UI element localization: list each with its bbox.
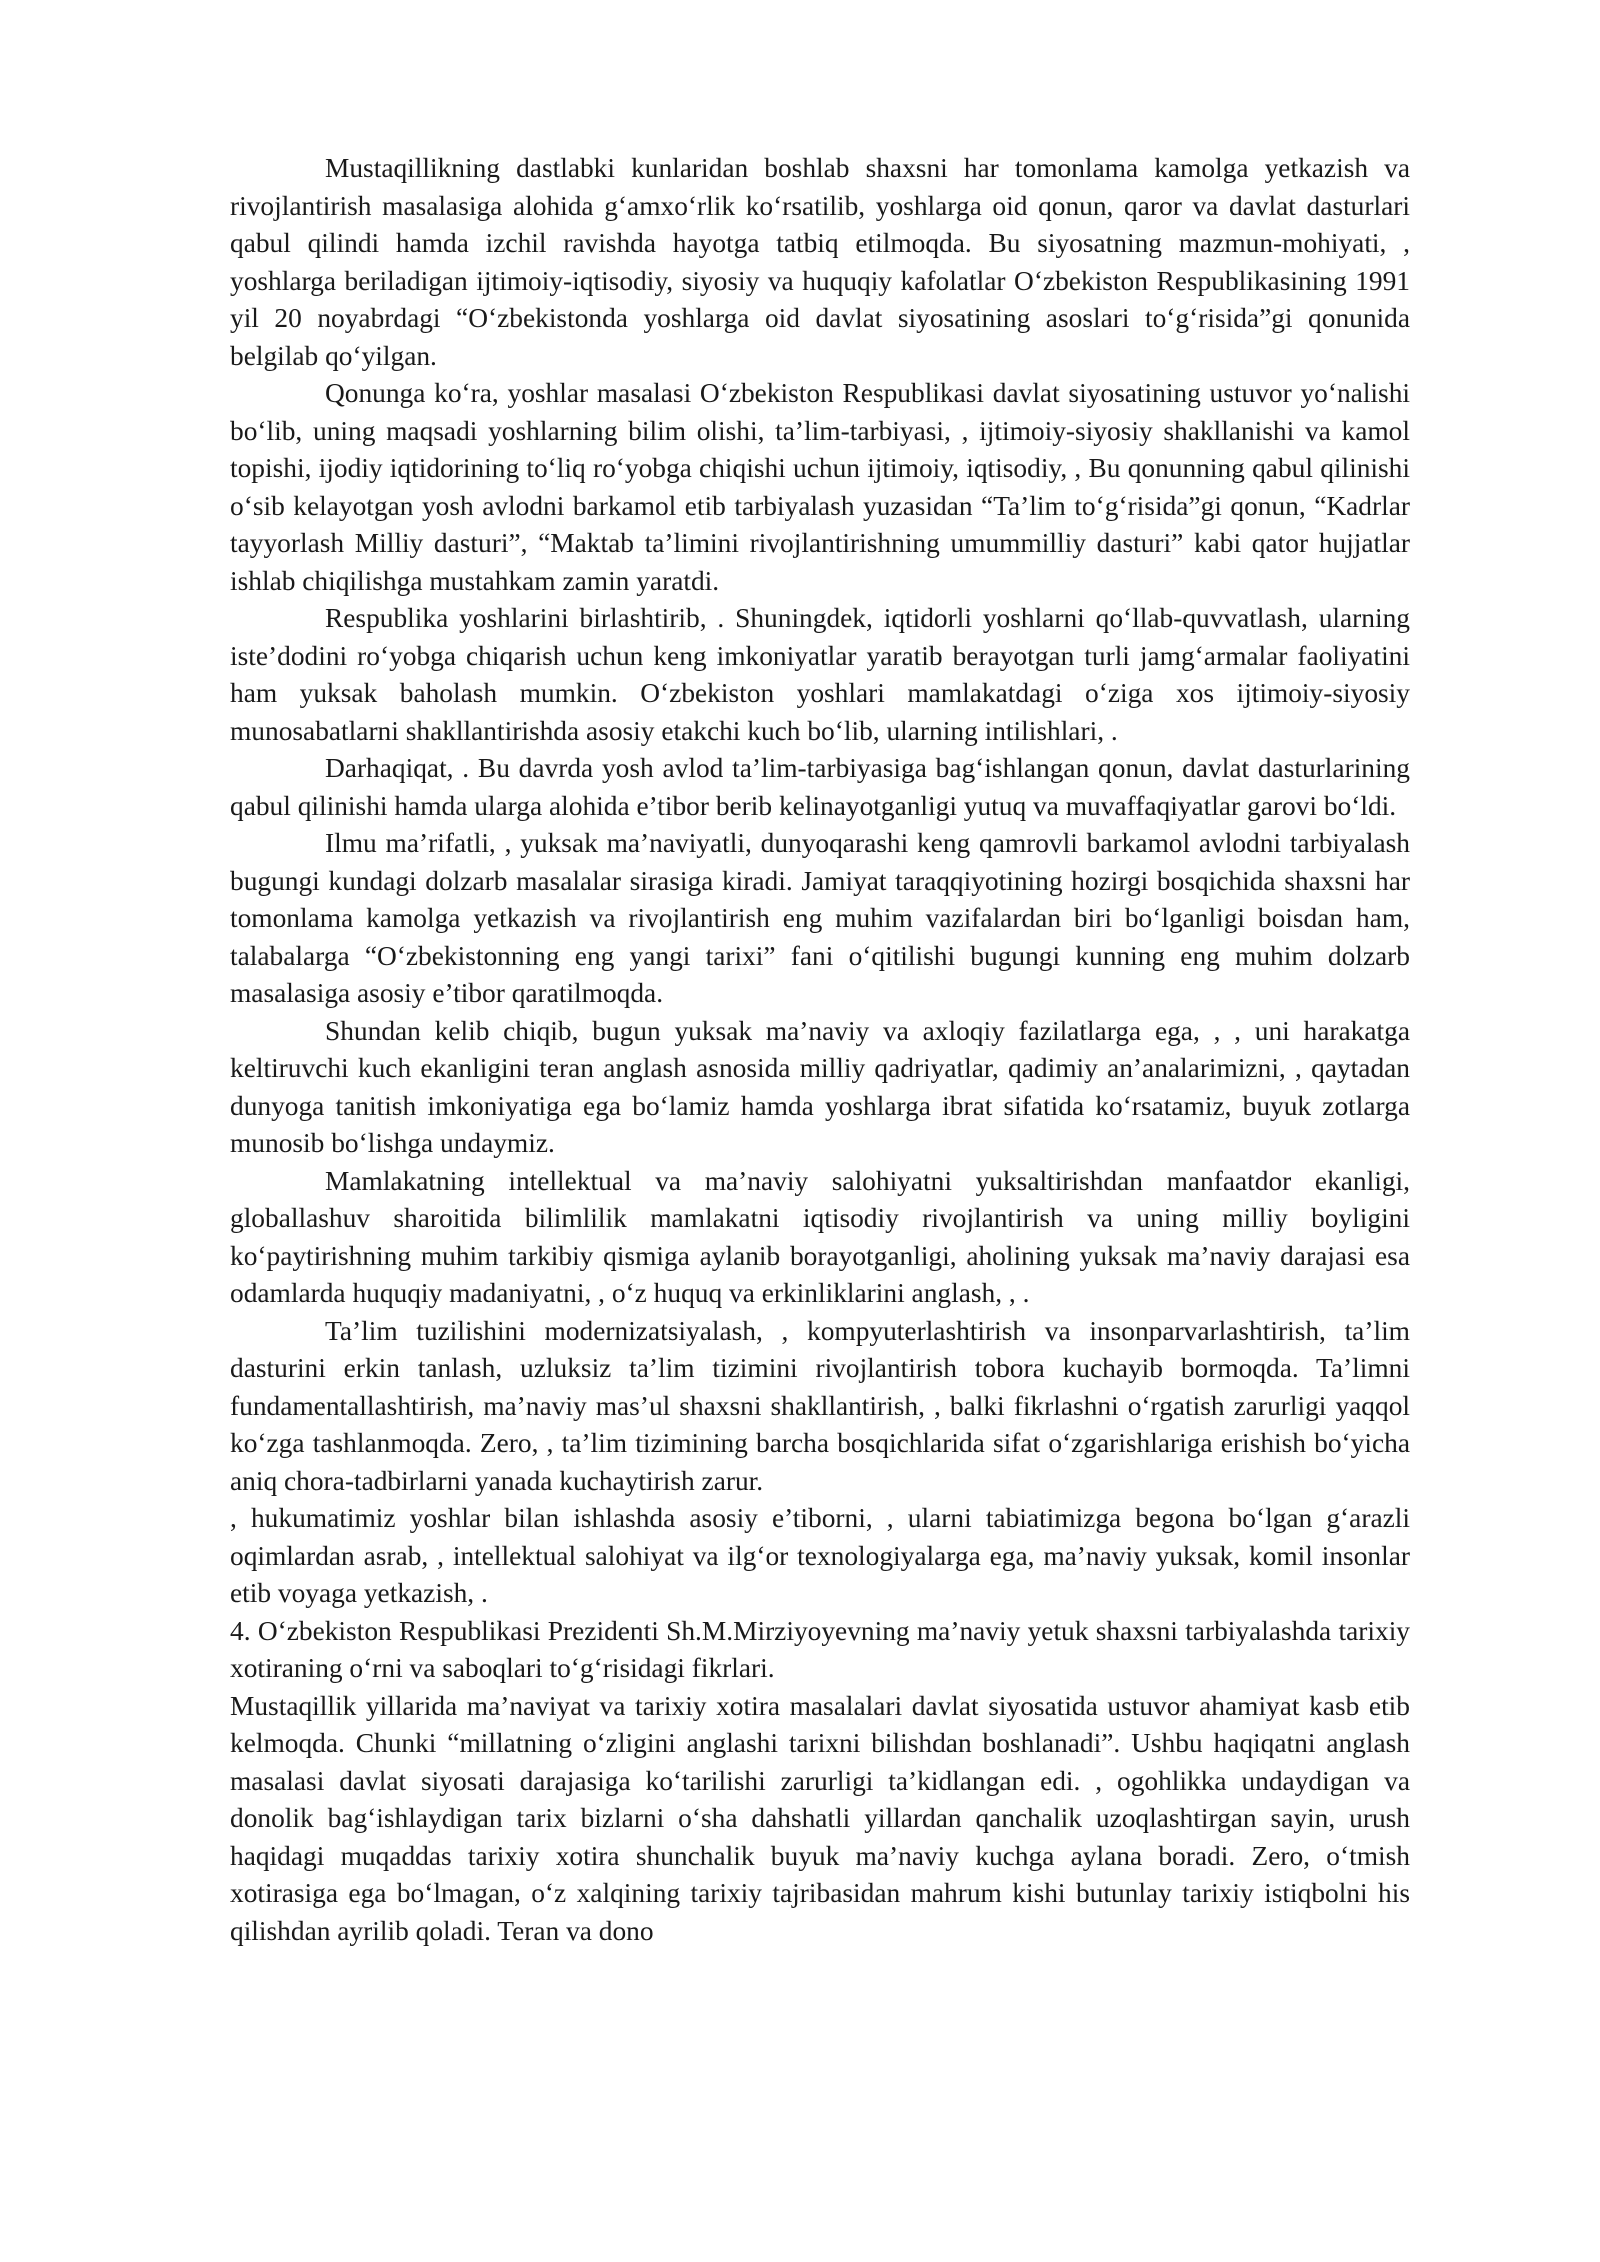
paragraph: Shundan kelib chiqib, bugun yuksak ma’naviy va axloqiy fazilatlarga ega, , , uni harakatga keltiruvchi kuch ekanligini teran anglash asnosida milliy qadriyatlar, qadimiy an’analarimizni, , qaytadan dunyoga tanitish imkoniyatiga ega bo‘lamiz hamda yoshlarga ibrat sifatida ko‘rsatamiz, buyuk zotlarga munosib bo‘lishga undaymiz. bbox=[230, 1015, 1410, 1158]
paragraph: Mustaqillikning dastlabki kunlaridan boshlab shaxsni har tomonlama kamolga yetkazish va rivojlantirish masalasiga alohida g‘amxo‘rlik ko‘rsatilib, yoshlarga oid qonun, qaror va davlat dasturlari qabul qilindi hamda izchil ravishda hayotga tatbiq etilmoqda. Bu siyosatning mazmun-mohiyati, , yoshlarga beriladigan ijtimoiy-iqtisodiy, siyosiy va huquqiy kafolatlar O‘zbekiston Respublikasining 1991 yil 20 noyabrdagi “O‘zbekistonda yoshlarga oid davlat siyosatining asoslari to‘g‘risida”gi qonunida belgilab qo‘yilgan. bbox=[230, 153, 1410, 371]
paragraph: Mustaqillik yillarida ma’naviyat va tarixiy xotira masalalari davlat siyosatida ustuvor ahamiyat kasb etib kelmoqda. Chunki “millatning o‘zligini anglashi tarixni bilishdan boshlanadi”. Ushbu haqiqatni anglash masalasi davlat siyosati darajasiga ko‘tarilishi zarurligi ta’kidlangan edi. , ogohlikka undaydigan va donolik bag‘ishlaydigan tarix bizlarni o‘sha dahshatli yillardan qanchalik uzoqlashtirgan sayin, urush haqidagi muqaddas tarixiy xotira shunchalik buyuk ma’naviy kuchga aylana boradi. Zero, o‘tmish xotirasiga ega bo‘lmagan, o‘z xalqining tarixiy tajribasidan mahrum kishi butunlay tarixiy istiqbolni his qilishdan ayrilib qoladi. Teran va dono bbox=[230, 1690, 1410, 1946]
section-heading: 4. O‘zbekiston Respublikasi Prezidenti Sh.M.Mirziyoyevning ma’naviy yetuk shaxsni tarbiyalashda tarixiy xotiraning o‘rni va saboqlari to‘g‘risidagi fikrlari. bbox=[230, 1615, 1410, 1683]
paragraph: Mamlakatning intellektual va ma’naviy salohiyatni yuksaltirishdan manfaatdor ekanligi, globallashuv sharoitida bilimlilik mamlakatni iqtisodiy rivojlantirish va uning milliy boyligini ko‘paytirishning muhim tarkibiy qismiga aylanib borayotganligi, aholining yuksak ma’naviy darajasi esa odamlarda huquqiy madaniyatni, , o‘z huquq va erkinliklarini anglash, , . bbox=[230, 1165, 1410, 1308]
paragraph: Ilmu ma’rifatli, , yuksak ma’naviyatli, dunyoqarashi keng qamrovli barkamol avlodni tarbiyalash bugungi kundagi dolzarb masalalar sirasiga kiradi. Jamiyat taraqqiyotining hozirgi bosqichida shaxsni har tomonlama kamolga yetkazish va rivojlantirish eng muhim vazifalardan biri bo‘lganligi boisdan ham, talabalarga “O‘zbekistonning eng yangi tarixi” fani o‘qitilishi bugungi kunning eng muhim dolzarb masalasiga asosiy e’tibor qaratilmoqda. bbox=[230, 828, 1410, 1008]
paragraph: , hukumatimiz yoshlar bilan ishlashda asosiy e’tiborni, , ularni tabiatimizga begona bo‘lgan g‘arazli oqimlardan asrab, , intellektual salohiyat va ilg‘or texnologiyalarga ega, ma’naviy yuksak, komil insonlar etib voyaga yetkazish, . bbox=[230, 1503, 1410, 1608]
document-page bbox=[230, 150, 1410, 1950]
paragraph: Qonunga ko‘ra, yoshlar masalasi O‘zbekiston Respublikasi davlat siyosatining ustuvor yo‘nalishi bo‘lib, uning maqsadi yoshlarning bilim olishi, ta’lim-tarbiyasi, , ijtimoiy-siyosiy shakllanishi va kamol topishi, ijodiy iqtidorining to‘liq ro‘yobga chiqishi uchun ijtimoiy, iqtisodiy, , Bu qonunning qabul qilinishi o‘sib kelayotgan yosh avlodni barkamol etib tarbiyalash yuzasidan “Ta’lim to‘g‘risida”gi qonun, “Kadrlar tayyorlash Milliy dasturi”, “Maktab ta’limini rivojlantirishning umummilliy dasturi” kabi qator hujjatlar ishlab chiqilishga mustahkam zamin yaratdi. bbox=[230, 378, 1410, 596]
paragraph: Darhaqiqat, . Bu davrda yosh avlod ta’lim-tarbiyasiga bag‘ishlangan qonun, davlat dasturlarining qabul qilinishi hamda ularga alohida e’tibor berib kelinayotganligi yutuq va muvaffaqiyatlar garovi bo‘ldi. bbox=[230, 753, 1410, 821]
paragraph: Respublika yoshlarini birlashtirib, . Shuningdek, iqtidorli yoshlarni qo‘llab-quvvatlash, ularning iste’dodini ro‘yobga chiqarish uchun keng imkoniyatlar yaratib berayotgan turli jamg‘armalar faoliyatini ham yuksak baholash mumkin. O‘zbekiston yoshlari mamlakatdagi o‘ziga xos ijtimoiy-siyosiy munosabatlarni shakllantirishda asosiy etakchi kuch bo‘lib, ularning intilishlari, . bbox=[230, 603, 1410, 746]
paragraph: Ta’lim tuzilishini modernizatsiyalash, , kompyuterlashtirish va insonparvarlashtirish, ta’lim dasturini erkin tanlash, uzluksiz ta’lim tizimini rivojlantirish tobora kuchayib bormoqda. Ta’limni fundamentallashtirish, ma’naviy mas’ul shaxsni shakllantirish, , balki fikrlashni o‘rgatish zarurligi yaqqol ko‘zga tashlanmoqda. Zero, , ta’lim tizimining barcha bosqichlarida sifat o‘zgarishlariga erishish bo‘yicha aniq chora-tadbirlarni yanada kuchaytirish zarur. bbox=[230, 1315, 1410, 1496]
